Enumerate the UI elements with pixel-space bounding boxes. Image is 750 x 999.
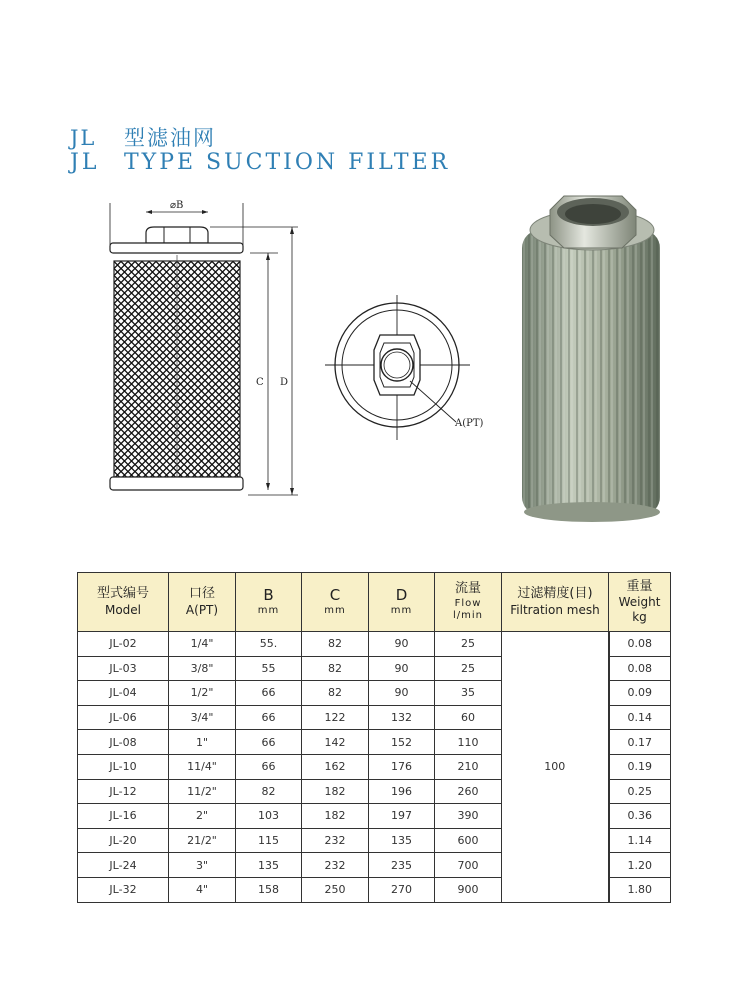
cell-c: 82 xyxy=(302,632,369,657)
header-model-cn: 型式编号 xyxy=(96,586,149,602)
cell-weight: 0.36 xyxy=(609,804,671,829)
cell-d: 176 xyxy=(369,754,435,779)
cell-d: 152 xyxy=(369,730,435,755)
dim-b-label: ⌀B xyxy=(170,200,184,211)
cell-c: 82 xyxy=(302,656,369,681)
header-c-label: C xyxy=(329,586,341,605)
header-flow-en: Flow xyxy=(454,597,482,609)
cell-weight: 0.08 xyxy=(609,632,671,657)
cell-c: 250 xyxy=(302,877,369,902)
cell-port: 21/2" xyxy=(169,828,236,853)
cell-b: 115 xyxy=(236,828,302,853)
cell-flow: 35 xyxy=(435,681,502,706)
header-c xyxy=(302,573,369,632)
title-chinese xyxy=(70,122,216,152)
cell-weight: 0.17 xyxy=(609,730,671,755)
cell-d: 135 xyxy=(369,828,435,853)
cell-port: 11/2" xyxy=(169,779,236,804)
header-c-unit: mm xyxy=(324,605,346,617)
cell-c: 122 xyxy=(302,705,369,730)
cell-b: 55 xyxy=(236,656,302,681)
header-b-label: B xyxy=(263,586,274,605)
cell-flow: 210 xyxy=(435,754,502,779)
cell-flow: 110 xyxy=(435,730,502,755)
cell-d: 132 xyxy=(369,705,435,730)
cell-d: 90 xyxy=(369,656,435,681)
side-view-drawing xyxy=(100,195,305,505)
cell-d: 197 xyxy=(369,804,435,829)
cell-b: 135 xyxy=(236,853,302,878)
cell-model: JL-02 xyxy=(78,632,169,657)
cell-model: JL-06 xyxy=(78,705,169,730)
header-d-unit: mm xyxy=(390,605,413,617)
product-photo xyxy=(512,190,672,525)
header-model xyxy=(78,573,169,632)
cell-port: 2" xyxy=(169,804,236,829)
cell-port: 4" xyxy=(169,877,236,902)
cell-filtration-mesh: 100 xyxy=(502,632,609,903)
cell-c: 82 xyxy=(302,681,369,706)
header-mesh xyxy=(502,573,609,632)
cell-d: 90 xyxy=(369,632,435,657)
cell-port: 3/8" xyxy=(169,656,236,681)
cell-port: 3" xyxy=(169,853,236,878)
cell-flow: 60 xyxy=(435,705,502,730)
top-view-drawing xyxy=(320,295,505,445)
cell-d: 90 xyxy=(369,681,435,706)
cell-b: 66 xyxy=(236,754,302,779)
header-model-en: Model xyxy=(104,602,142,617)
header-weight-en: Weight xyxy=(618,595,661,610)
dim-c-label: C xyxy=(256,377,264,388)
title-english xyxy=(70,150,450,175)
cell-weight: 1.20 xyxy=(609,853,671,878)
header-b xyxy=(236,573,302,632)
cell-weight: 1.14 xyxy=(609,828,671,853)
cell-b: 55. xyxy=(236,632,302,657)
cell-c: 232 xyxy=(302,853,369,878)
header-flow-cn: 流量 xyxy=(454,581,481,597)
table-row xyxy=(78,632,671,657)
cell-c: 232 xyxy=(302,828,369,853)
spec-table-body xyxy=(78,632,671,903)
header-d-label: D xyxy=(395,586,408,605)
cell-c: 162 xyxy=(302,754,369,779)
cell-flow: 25 xyxy=(435,656,502,681)
cell-flow: 900 xyxy=(435,877,502,902)
cell-c: 182 xyxy=(302,779,369,804)
header-mesh-cn: 过滤精度(目) xyxy=(517,586,593,602)
cell-d: 235 xyxy=(369,853,435,878)
header-flow xyxy=(435,573,502,632)
cell-flow: 25 xyxy=(435,632,502,657)
title-en-text: TYPE SUCTION FILTER xyxy=(124,150,451,175)
cell-weight: 0.08 xyxy=(609,656,671,681)
cell-c: 182 xyxy=(302,804,369,829)
cell-model: JL-03 xyxy=(78,656,169,681)
cell-b: 158 xyxy=(236,877,302,902)
cell-port: 1/4" xyxy=(169,632,236,657)
cell-model: JL-24 xyxy=(78,853,169,878)
cell-b: 103 xyxy=(236,804,302,829)
header-weight-cn: 重量 xyxy=(626,578,653,594)
header-b-unit: mm xyxy=(257,605,280,617)
title-code-en: JL xyxy=(70,150,100,175)
cell-model: JL-16 xyxy=(78,804,169,829)
table-header-row xyxy=(78,573,671,632)
header-weight xyxy=(609,573,671,632)
header-port-en: A(PT) xyxy=(185,602,219,617)
header-flow-unit: l/min xyxy=(452,610,483,622)
cell-model: JL-04 xyxy=(78,681,169,706)
cell-d: 270 xyxy=(369,877,435,902)
cell-model: JL-12 xyxy=(78,779,169,804)
spec-table xyxy=(77,572,671,903)
cell-flow: 260 xyxy=(435,779,502,804)
cell-flow: 390 xyxy=(435,804,502,829)
cell-weight: 1.80 xyxy=(609,877,671,902)
header-port-cn: 口径 xyxy=(188,586,215,602)
header-mesh-en: Filtration mesh xyxy=(510,602,600,617)
cell-weight: 0.19 xyxy=(609,754,671,779)
cell-model: JL-20 xyxy=(78,828,169,853)
cell-c: 142 xyxy=(302,730,369,755)
cell-model: JL-10 xyxy=(78,754,169,779)
cell-port: 3/4" xyxy=(169,705,236,730)
cell-b: 66 xyxy=(236,730,302,755)
cell-flow: 600 xyxy=(435,828,502,853)
cell-port: 1/2" xyxy=(169,681,236,706)
header-port xyxy=(169,573,236,632)
dim-d-label: D xyxy=(280,377,289,388)
title-cn-text: 型滤油网 xyxy=(124,126,216,150)
cell-b: 82 xyxy=(236,779,302,804)
cell-model: JL-32 xyxy=(78,877,169,902)
cell-b: 66 xyxy=(236,705,302,730)
cell-port: 11/4" xyxy=(169,754,236,779)
dim-a-label: A(PT) xyxy=(455,418,484,429)
header-d xyxy=(369,573,435,632)
title-code: JL xyxy=(70,126,97,150)
cell-port: 1" xyxy=(169,730,236,755)
cell-flow: 700 xyxy=(435,853,502,878)
header-weight-unit: kg xyxy=(632,610,647,625)
cell-weight: 0.25 xyxy=(609,779,671,804)
cell-b: 66 xyxy=(236,681,302,706)
cell-model: JL-08 xyxy=(78,730,169,755)
cell-d: 196 xyxy=(369,779,435,804)
cell-weight: 0.14 xyxy=(609,705,671,730)
cell-weight: 0.09 xyxy=(609,681,671,706)
